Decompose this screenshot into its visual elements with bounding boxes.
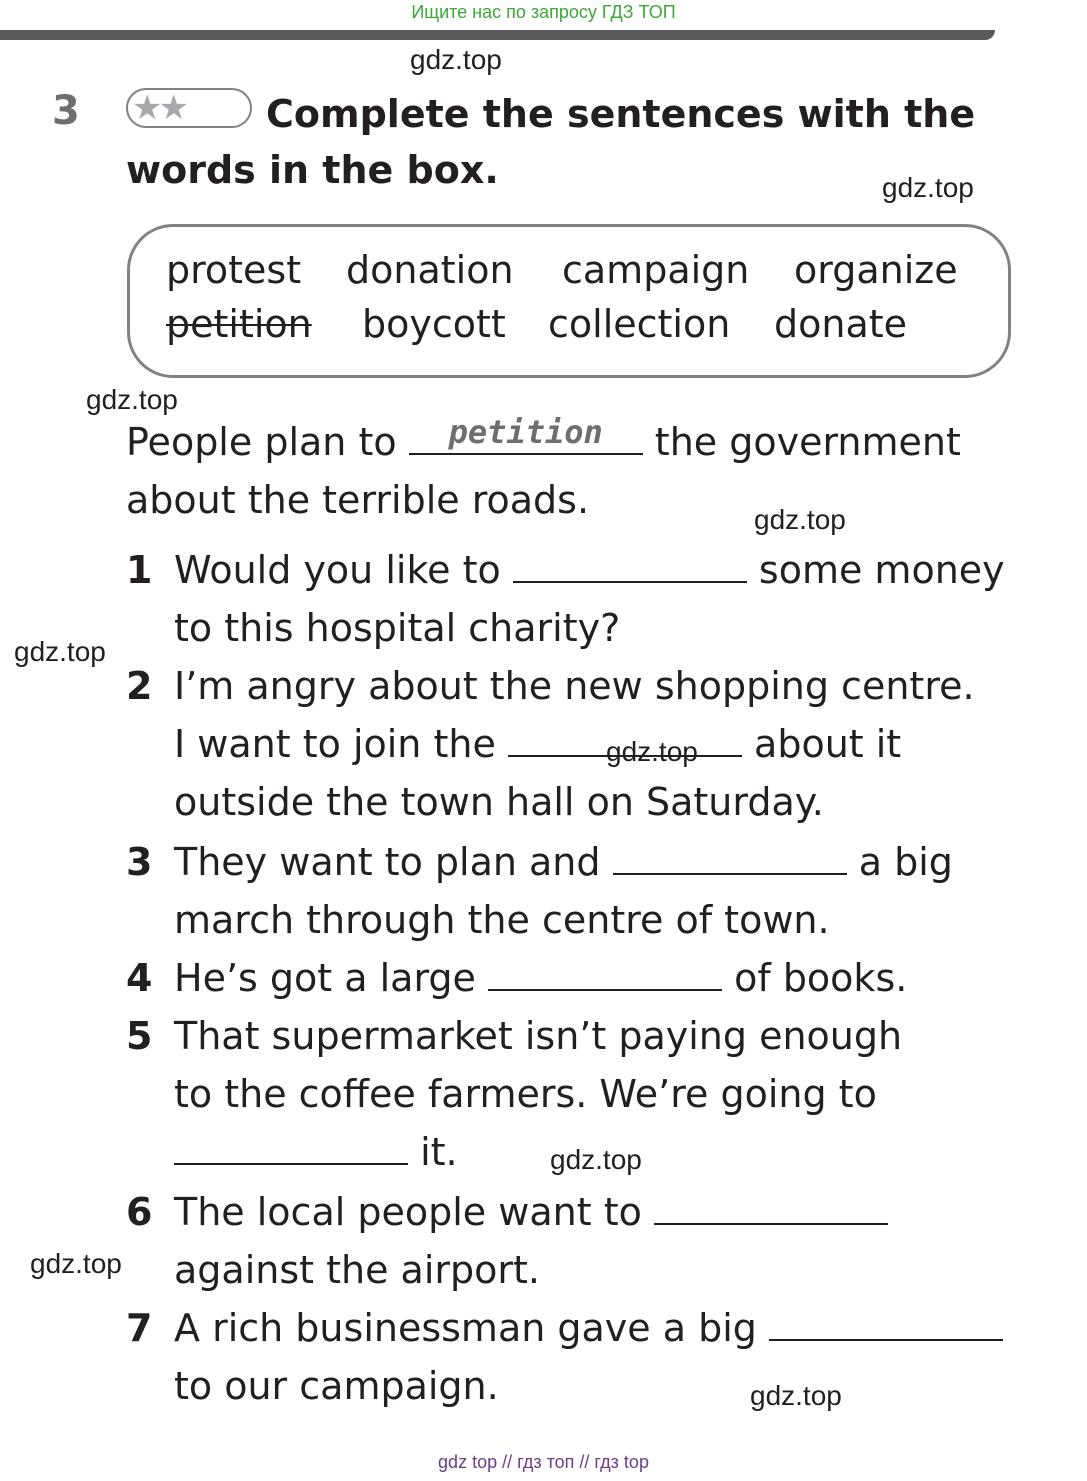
item-text: outside the town hall on Saturday. bbox=[174, 780, 824, 824]
item-number: 7 bbox=[126, 1306, 153, 1350]
top-banner[interactable]: Ищите нас по запросу ГДЗ ТОП bbox=[411, 2, 676, 22]
answer-blank[interactable] bbox=[613, 841, 847, 875]
item-text: I want to join the bbox=[174, 722, 496, 766]
item-line bbox=[174, 1190, 888, 1234]
top-rule bbox=[0, 30, 995, 40]
answer-blank[interactable] bbox=[513, 549, 747, 583]
item-number: 3 bbox=[126, 840, 153, 884]
footer-links[interactable]: gdz top // гдз топ // гдз top bbox=[438, 1452, 649, 1472]
exercise-instruction: Complete the sentences with the words in the box. bbox=[126, 92, 976, 192]
item-text: to the coffee farmers. We’re going to bbox=[174, 1072, 877, 1116]
item-text: They want to plan and bbox=[174, 840, 601, 884]
example-blank bbox=[409, 413, 643, 455]
item-text: against the airport. bbox=[174, 1248, 540, 1292]
example-answer: petition bbox=[448, 413, 603, 451]
word-donation: donation bbox=[346, 248, 514, 292]
example-text: the government bbox=[654, 420, 961, 464]
item-line bbox=[174, 1306, 1003, 1350]
answer-blank[interactable] bbox=[769, 1307, 1003, 1341]
item-text: about it bbox=[754, 722, 902, 766]
item-text: to this hospital charity? bbox=[174, 606, 621, 650]
watermark: gdz.top bbox=[606, 736, 698, 767]
example-text: People plan to bbox=[126, 420, 397, 464]
word-collection: collection bbox=[548, 302, 731, 346]
word-petition-used: petition bbox=[166, 302, 312, 346]
item-line bbox=[174, 956, 907, 1000]
watermark: gdz.top bbox=[754, 504, 846, 535]
watermark: gdz.top bbox=[882, 172, 974, 203]
watermark: gdz.top bbox=[30, 1248, 122, 1279]
answer-blank[interactable] bbox=[488, 957, 722, 991]
word-organize: organize bbox=[794, 248, 958, 292]
item-text: it. bbox=[420, 1130, 458, 1174]
item-text: march through the centre of town. bbox=[174, 898, 830, 942]
word-donate: donate bbox=[774, 302, 908, 346]
item-line bbox=[174, 722, 901, 766]
item-number: 5 bbox=[126, 1014, 153, 1058]
item-number: 6 bbox=[126, 1190, 153, 1234]
watermark: gdz.top bbox=[750, 1380, 842, 1411]
item-number: 2 bbox=[126, 664, 153, 708]
answer-blank[interactable] bbox=[654, 1191, 888, 1225]
watermark: gdz.top bbox=[14, 636, 106, 667]
watermark: gdz.top bbox=[550, 1144, 642, 1175]
item-line bbox=[174, 840, 953, 884]
item-text: He’s got a large bbox=[174, 956, 476, 1000]
item-text: That supermarket isn’t paying enough bbox=[174, 1014, 903, 1058]
item-number: 4 bbox=[126, 956, 153, 1000]
watermark: gdz.top bbox=[410, 44, 502, 75]
item-text: I’m angry about the new shopping centre. bbox=[174, 664, 975, 708]
difficulty-stars: ★★ bbox=[126, 88, 252, 128]
example-text: about the terrible roads. bbox=[126, 478, 590, 522]
item-text: A rich businessman gave a big bbox=[174, 1306, 757, 1350]
word-campaign: campaign bbox=[562, 248, 750, 292]
item-line bbox=[174, 548, 1005, 592]
watermark: gdz.top bbox=[86, 384, 178, 415]
item-text: The local people want to bbox=[174, 1190, 642, 1234]
example-line-1 bbox=[126, 413, 961, 464]
word-boycott: boycott bbox=[362, 302, 506, 346]
item-text: some money bbox=[758, 548, 1005, 592]
answer-blank[interactable] bbox=[174, 1131, 408, 1165]
item-text: of books. bbox=[734, 956, 908, 1000]
item-line bbox=[174, 1130, 458, 1174]
exercise-number: 3 bbox=[52, 88, 80, 134]
item-number: 1 bbox=[126, 548, 153, 592]
item-text: to our campaign. bbox=[174, 1364, 499, 1408]
item-text: a big bbox=[858, 840, 953, 884]
item-text: Would you like to bbox=[174, 548, 501, 592]
word-protest: protest bbox=[166, 248, 302, 292]
